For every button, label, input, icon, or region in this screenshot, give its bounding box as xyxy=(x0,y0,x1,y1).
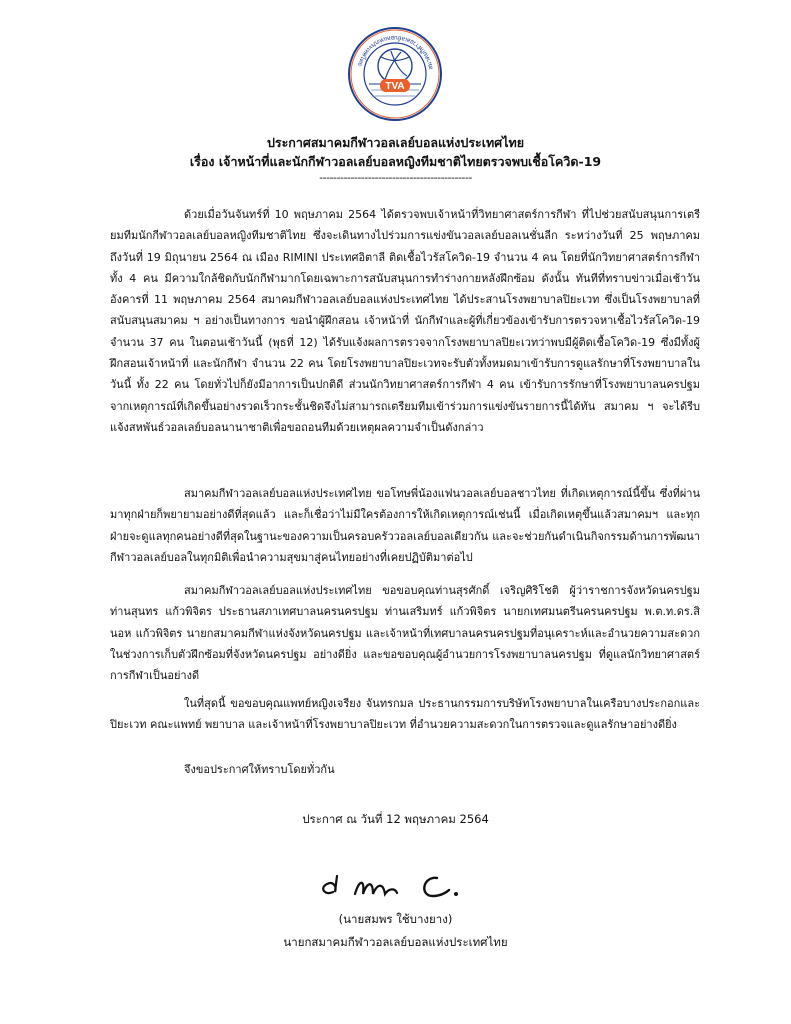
announcement-subject: เรื่อง เจ้าหน้าที่และนักกีฬาวอลเลย์บอลหญิงทีมชาติไทยตรวจพบเชื้อโควิด-19 xyxy=(189,154,602,169)
header-separator: -------------------------------------------- xyxy=(319,171,472,184)
announcement-header xyxy=(0,133,791,185)
paragraph-incident: ด้วยเมื่อวันจันทร์ที่ 10 พฤษภาคม 2564 ได้ตรวจพบเจ้าหน้าที่วิทยาศาสตร์การกีฬา ที่ไปช่วยสนับสนุนการเตรียมทีมนักกีฬาวอลเลย์บอลหญิงทีมชาติไทย ซึ่งจะเดินทางไปร่วมการแข่งขันวอลเลย์บอลเนชั่นลีก ระหว่างวันที่ 25 พฤษภาคม ถึงวันที่ 19 มิถุนายน 2564 ณ เมือง RIMINI ประเทศอิตาลี ติดเชื้อไวรัสโควิด-19 จำนวน 4 คน โดยที่นักวิทยาศาสตร์การกีฬาทั้ง 4 คน มีความใกล้ชิดกับนักกีฬามากโดยเฉพาะการสนับสนุนการทำร่างกายหลังฝึกซ้อม ดังนั้น ทันทีที่ทราบข่าวเมื่อเช้าวันอังคารที่ 11 พฤษภาคม 2564 สมาคมกีฬาวอลเลย์บอลแห่งประเทศไทย ได้ประสานโรงพยาบาลปิยะเวท ซึ่งเป็นโรงพยาบาลที่สนับสนุนสมาคม ฯ อย่างเป็นทางการ ขอนำผู้ฝึกสอน เจ้าหน้าที่ นักกีฬาและผู้ที่เกี่ยวข้องเข้ารับการตรวจหาเชื้อไวรัสโควิด-19 จำนวน 37 คน ในตอนเช้าวันนี้ (พุธที่ 12) ได้รับแจ้งผลการตรวจจากโรงพยาบาลปิยะเวทว่าพบมีผู้ติดเชื้อโควิด-19 ซึ่งมีทั้งผู้ฝึกสอนเจ้าหน้าที่ และนักกีฬา จำนวน 22 คน โดยโรงพยาบาลปิยะเวทจะรับตัวทั้งหมดมาเข้ารับการดูแลรักษาที่โรงพยาบาลในวันนี้ ทั้ง 22 คน โดยทั่วไปก็ยังมีอาการเป็นปกติดี ส่วนนักวิทยาศาสตร์การกีฬา 4 คน เข้ารับการรักษาที่โรงพยาบาลนครปฐม จากเหตุการณ์ที่เกิดขึ้นอย่างรวดเร็วกระชั้นชิดจึงไม่สามารถเตรียมทีมเข้าร่วมการแข่งขันรายการนี้ได้ทัน สมาคม ฯ จะได้รีบแจ้งสหพันธ์วอลเลย์บอลนานาชาติเพื่อขอถอนทีมด้วยเหตุผลความจำเป็นดังกล่าว xyxy=(110,208,700,434)
logo-ring-textpath: สมาคมกีฬาวอลเลย์บอลแห่งประเทศไทย xyxy=(355,33,435,71)
paragraph-thanks-officials: สมาคมกีฬาวอลเลย์บอลแห่งประเทศไทย ขอขอบคุณท่านสุรศักดิ์ เจริญศิริโชติ ผู้ว่าราชการจังหวัดนครปฐม ท่านสุนทร แก้วพิจิตร ประธานสภาเทศบาลนครนครปฐม ท่านเสริมทร์ แก้วพิจิตร นายกเทศมนตรีนครนครปฐม พ.ต.ท.ดร.สินอห แก้วพิจิตร นายกสมาคมกีฬาแห่งจังหวัดนครปฐม และเจ้าหน้าที่เทศบาลนครนครปฐมที่อนุเคราะห์และอำนวยความสะดวกในช่วงการเก็บตัวฝึกซ้อมที่จังหวัดนครปฐม อย่างดียิ่ง และขอขอบคุณผู้อำนวยการโรงพยาบาลนครปฐม ที่ดูแลนักวิทยาศาสตร์การกีฬาเป็นอย่างดี xyxy=(110,584,700,683)
announcement-date: ประกาศ ณ วันที่ 12 พฤษภาคม 2564 xyxy=(302,812,489,826)
announcement-title: ประกาศสมาคมกีฬาวอลเลย์บอลแห่งประเทศไทย xyxy=(266,135,525,150)
paragraph-apology: สมาคมกีฬาวอลเลย์บอลแห่งประเทศไทย ขอโทษพี่น้องแฟนวอลเลย์บอลชาวไทย ที่เกิดเหตุการณ์นี้ขึ้น ซึ่งที่ผ่านมาทุกฝ่ายก็พยายามอย่างดีที่สุดแล้ว และก็เชื่อว่าไม่มีใครต้องการให้เกิดเหตุการณ์เช่นนี้ เมื่อเกิดเหตุขึ้นแล้วสมาคมฯ และทุกฝ่ายจะดูแลทุกคนอย่างดีที่สุดในฐานะของความเป็นครอบครัววอลเลย์บอลเดียวกัน และจะช่วยกันดำเนินกิจกรรมด้านการพัฒนากีฬาวอลเลย์บอลในทุกมิติเพื่อนำความสุขมาสู่คนไทยอย่างที่เคยปฏิบัติมาต่อไป xyxy=(110,487,700,564)
paragraph-thanks-hospital: ในที่สุดนี้ ขอขอบคุณแพทย์หญิงเจรียง จันทรกมล ประธานกรรมการบริษัทโรงพยาบาลในเครือบางประกอกและปิยะเวท คณะแพทย์ พยาบาล และเจ้าหน้าที่โรงพยาบาลปิยะเวท ที่อำนวยความสะดวกในการตรวจและดูแลรักษาอย่างดียิ่ง xyxy=(110,697,700,732)
paragraph-closing: จึงขอประกาศให้ทราบโดยทั่วกัน xyxy=(184,763,335,776)
tva-logo-icon xyxy=(345,24,445,124)
signer-name: (นายสมพร ใช้บางยาง) xyxy=(338,912,453,926)
logo-abbr: TVA xyxy=(385,81,405,92)
signer-position: นายกสมาคมกีฬาวอลเลย์บอลแห่งประเทศไทย xyxy=(283,935,508,949)
signature-icon xyxy=(315,866,490,902)
